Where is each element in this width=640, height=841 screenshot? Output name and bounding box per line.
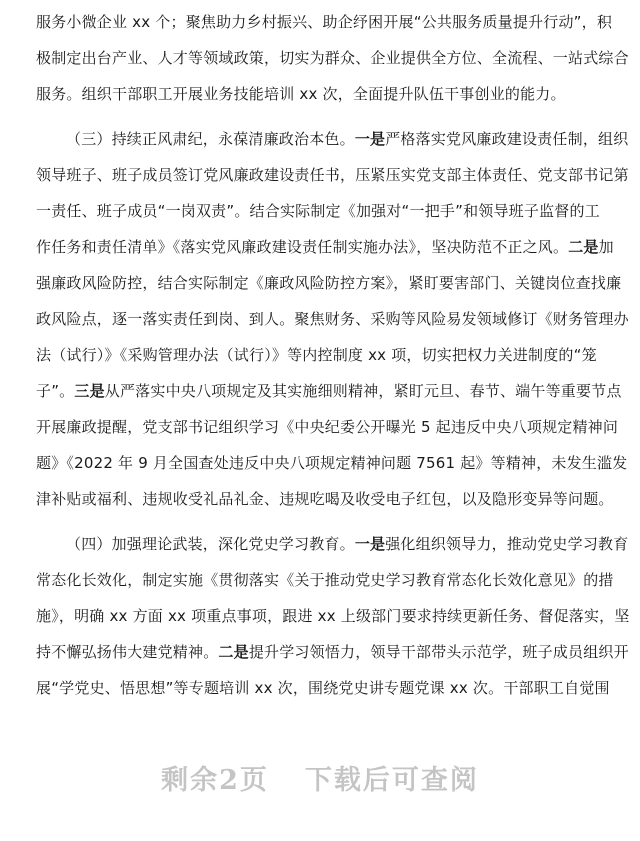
line-text: 常态化长效化，制定实施《贯彻落实《关于推动党史学习教育常态化长效化意见》的措	[36, 571, 614, 589]
paragraph-line	[36, 157, 629, 193]
paragraph-line	[36, 265, 622, 301]
line-text: 领导班子、班子成员签订党风廉政建设责任书，压紧压实党支部主体责任、党支部书记第	[36, 166, 629, 184]
emphasis-marker: 二是	[568, 238, 599, 256]
emphasis-marker: 三是	[74, 382, 105, 400]
line-text: 开展廉政提醒，党支部书记组织学习《中央纪委公开曝光 5 起违反中央八项规定精神问	[36, 418, 619, 436]
line-text: 持不懈弘扬伟大建党精神。	[36, 643, 219, 661]
paragraph-line	[66, 121, 629, 157]
paragraph-line	[36, 409, 619, 445]
line-text: 法（试行）》《采购管理办法（试行）》等内控制度 xx 项，切实把权力关进制度的“笼	[36, 346, 597, 364]
line-text-continued: 从严落实中央八项规定及其实施细则精神，紧盯元旦、春节、端午等重要节点	[104, 382, 622, 400]
emphasis-marker: 一是	[354, 130, 386, 148]
line-text-continued: 提升学习领悟力，领导干部带头示范学，班子成员组织开	[248, 643, 629, 661]
paragraph-line	[36, 301, 629, 337]
paragraph-line	[36, 229, 614, 265]
line-text: （三）持续正风肃纪，永葆清廉政治本色。	[66, 130, 355, 148]
paragraph-line	[36, 337, 602, 373]
line-text: 强廉政风险防控，结合实际制定《廉政风险防控方案》，紧盯要害部门、关键岗位查找廉	[36, 274, 622, 292]
line-text: 子”。	[36, 382, 75, 400]
emphasis-marker: 二是	[218, 643, 249, 661]
line-text: （四）加强理论武装，深化党史学习教育。	[66, 535, 355, 553]
line-text-continued: 加	[598, 238, 614, 256]
paragraph-line	[36, 481, 614, 517]
paragraph-line	[36, 4, 613, 40]
line-text-continued: 严格落实党风廉政建设责任制，组织	[385, 130, 629, 148]
paragraph-line	[36, 634, 629, 670]
line-text: 服务。组织干部职工开展业务技能培训 xx 次，全面提升队伍干事创业的能力。	[36, 85, 566, 103]
paragraph-line	[36, 445, 628, 481]
line-text: 政风险点，逐一落实责任到岗、到人。聚焦财务、采购等风险易发领域修订《财务管理办	[36, 310, 629, 328]
line-text: 施》，明确 xx 方面 xx 项重点事项，跟进 xx 上级部门要求持续更新任务、督促落实，坚	[36, 607, 630, 625]
line-text: 极制定出台产业、人才等领域政策，切实为群众、企业提供全方位、全流程、一站式综合	[36, 49, 629, 67]
paragraph-line	[36, 373, 622, 409]
paragraph-line	[36, 670, 610, 706]
line-text: 津补贴或福利、违规收受礼品礼金、违规吃喝及收受电子红包，以及隐形变异等问题。	[36, 490, 614, 508]
paragraph-line	[36, 598, 630, 634]
line-text: 作任务和责任清单》《落实党风廉政建设责任制实施办法》，坚决防范不正之风。	[36, 238, 569, 256]
line-text: 一责任、班子成员“一岗双责”。结合实际制定《加强对“一把手”和领导班子监督的工	[36, 202, 600, 220]
download-to-view-text: 下载后可查阅	[304, 765, 479, 796]
paragraph-line	[36, 40, 629, 76]
line-text: 服务小微企业 xx 个；聚焦助力乡村振兴、助企纾困开展“公共服务质量提升行动”，积	[36, 13, 613, 31]
remaining-pages-text: 剩余2页	[161, 765, 269, 796]
paragraph-line	[36, 193, 602, 229]
line-text: 题》《2022 年 9 月全国查处违反中央八项规定精神问题 7561 起》等精神，未发生滥发	[36, 454, 628, 472]
line-text: 展“学党史、悟思想”等专题培训 xx 次，围绕党史讲专题党课 xx 次。干部职工自觉围	[36, 679, 610, 697]
paragraph-line	[36, 562, 614, 598]
paragraph-line	[66, 526, 629, 562]
emphasis-marker: 一是	[354, 535, 386, 553]
paragraph-line	[36, 76, 602, 112]
download-prompt[interactable]	[0, 758, 640, 797]
line-text-continued: 强化组织领导力，推动党史学习教育	[385, 535, 629, 553]
